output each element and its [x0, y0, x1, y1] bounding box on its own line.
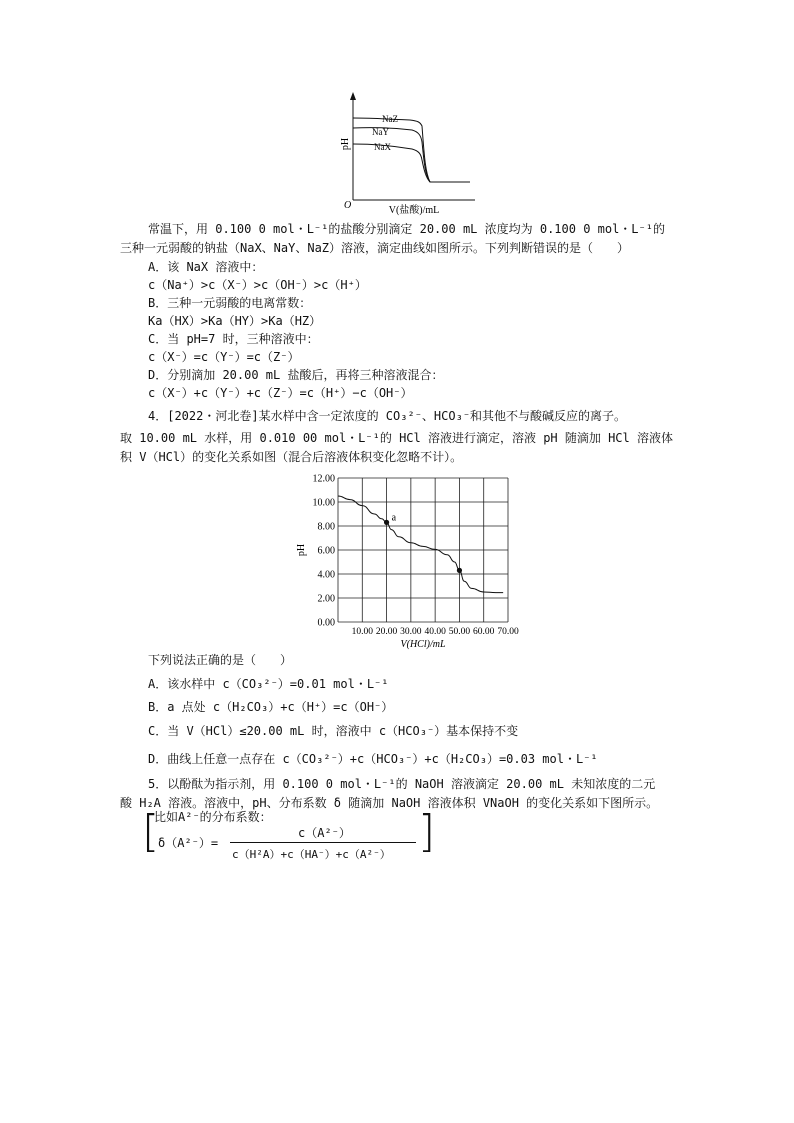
- formula-denominator: c（H²A）+c（HA⁻）+c（A²⁻）: [232, 848, 391, 861]
- q4-option-c: C．当 V（HCl）≤20.00 mL 时，溶液中 c（HCO₃⁻）基本保持不变: [148, 724, 519, 738]
- distribution-formula: [142, 806, 436, 861]
- right-bracket: ]: [418, 806, 436, 857]
- ph-titration-chart: [290, 470, 540, 650]
- formula-numerator: c（A²⁻）: [298, 826, 351, 840]
- fig1-label-nax: NaX: [374, 142, 391, 152]
- fraction-bar: [230, 842, 416, 843]
- y-axis-label: pH: [296, 543, 307, 557]
- x-tick-label: 30.00: [400, 627, 422, 637]
- q4-question: 下列说法正确的是（ ）: [148, 653, 293, 667]
- q5-stem-line2: 酸 H₂A 溶液。溶液中，pH、分布系数 δ 随滴加 NaOH 溶液体积 VNaOH 的变化关系如下图所示。: [120, 796, 659, 810]
- q4-stem-line1: 4．[2022・河北卷]某水样中含一定浓度的 CO₃²⁻、HCO₃⁻和其他不与酸碱反应的离子。: [148, 409, 627, 423]
- y-tick-label: 0.00: [317, 617, 335, 629]
- formula-lhs: δ（A²⁻）=: [158, 836, 219, 850]
- q4-option-b: B．a 点处 c（H₂CO₃）+c（H⁺）=c（OH⁻）: [148, 700, 394, 714]
- x-tick-label: 40.00: [424, 627, 446, 637]
- left-bracket: [: [142, 806, 160, 857]
- x-axis-label: V(HCl)/mL: [400, 639, 446, 650]
- q4-option-a: A．该水样中 c（CO₃²⁻）=0.01 mol・L⁻¹: [148, 677, 389, 691]
- fig1-curve-nax: [353, 144, 430, 182]
- fig1-y-arrow: [350, 92, 356, 100]
- q3-option-c-expr: c（X⁻）=c（Y⁻）=c（Z⁻）: [148, 350, 300, 364]
- fig1-curve-nay: [353, 128, 430, 182]
- q4-stem-line3: 积 V（HCl）的变化关系如图（混合后溶液体积变化忽略不计）。: [120, 450, 463, 464]
- fig1-ylabel: pH: [340, 137, 351, 151]
- q3-stem-line1: 常温下，用 0.100 0 mol・L⁻¹的盐酸分别滴定 20.00 mL 浓度均为 0.100 0 mol・L⁻¹的: [148, 222, 665, 236]
- x-tick-label: 70.00: [497, 627, 519, 637]
- q3-option-d: D．分别滴加 20.00 mL 盐酸后，再将三种溶液混合：: [148, 368, 444, 382]
- q4-option-d: D．曲线上任意一点存在 c（CO₃²⁻）+c（HCO₃⁻）+c（H₂CO₃）=0.03 mol・L⁻¹: [148, 752, 598, 766]
- x-tick-label: 20.00: [375, 627, 398, 637]
- x-tick-label: 10.00: [351, 627, 373, 637]
- fig1-xlabel: V(盐酸)/mL: [388, 205, 440, 216]
- q5-note: 比如A²⁻的分布系数：: [154, 810, 272, 824]
- titration-figure-1: [330, 92, 480, 216]
- y-tick-label: 4.00: [317, 569, 335, 581]
- x-tick-label: 50.00: [448, 627, 471, 637]
- fig1-label-naz: NaZ: [382, 114, 398, 124]
- q4-stem-line2: 取 10.00 mL 水样，用 0.010 00 mol・L⁻¹的 HCl 溶液进行滴定，溶液 pH 随滴加 HCl 溶液体: [120, 431, 673, 445]
- x-tick-label: 60.00: [473, 627, 495, 637]
- y-tick-label: 10.00: [312, 497, 335, 509]
- fig1-origin: O: [344, 200, 352, 211]
- ph-curve-line: [338, 496, 503, 593]
- q3-option-a-expr: c（Na⁺）>c（X⁻）>c（OH⁻）>c（H⁺）: [148, 278, 367, 292]
- q5-stem-line1: 5．以酚酞为指示剂，用 0.100 0 mol・L⁻¹的 NaOH 溶液滴定 20.00 mL 未知浓度的二元: [148, 777, 656, 791]
- q3-option-b: B．三种一元弱酸的电离常数：: [148, 296, 312, 310]
- data-point: [384, 520, 389, 525]
- q3-stem-line2: 三种一元弱酸的钠盐（NaX、NaY、NaZ）溶液，滴定曲线如图所示。下列判断错误的是（ ）: [120, 241, 630, 255]
- y-tick-label: 2.00: [317, 593, 335, 605]
- y-tick-label: 12.00: [312, 473, 335, 485]
- data-point: [457, 568, 462, 573]
- q3-option-b-expr: Ka（HX）>Ka（HY）>Ka（HZ）: [148, 314, 322, 328]
- q3-option-d-expr: c（X⁻）+c（Y⁻）+c（Z⁻）=c（H⁺）−c（OH⁻）: [148, 386, 413, 400]
- q3-option-c: C．当 pH=7 时，三种溶液中：: [148, 332, 319, 346]
- point-label: a: [391, 512, 397, 524]
- y-tick-label: 6.00: [317, 545, 335, 557]
- q3-option-a: A．该 NaX 溶液中：: [148, 260, 264, 274]
- fig1-label-nay: NaY: [372, 127, 389, 137]
- y-tick-label: 8.00: [317, 521, 335, 533]
